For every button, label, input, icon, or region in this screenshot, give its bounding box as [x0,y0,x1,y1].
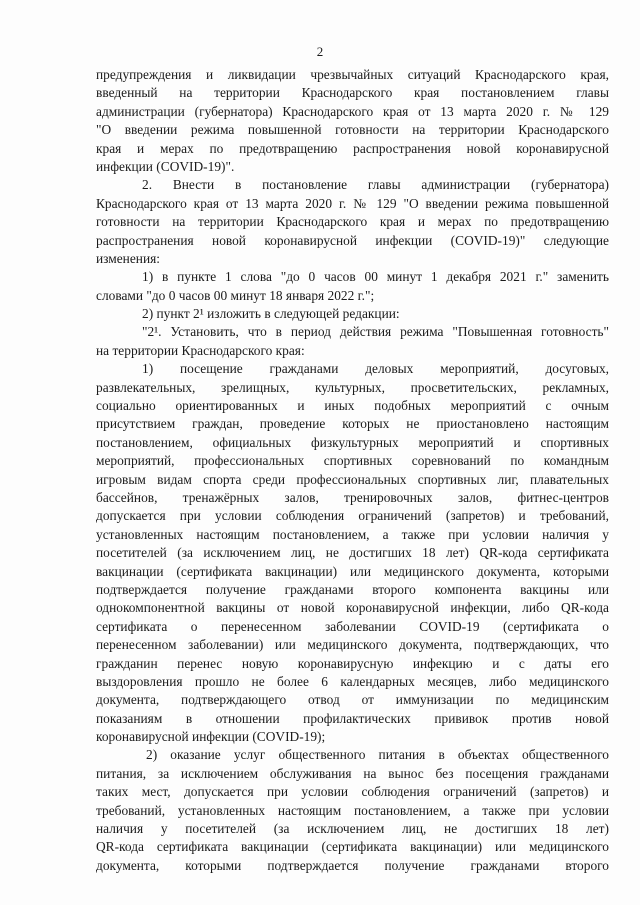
text-line: 2. Внести в постановление главы администрации (губернатора) [142,177,609,193]
text-line: словами "до 0 часов 00 минут 18 января 2022 г."; [96,287,375,303]
text-line: присутствием граждан, проведение которых не приостановлено настоящим [96,416,609,432]
text-line: показаниям в отношении профилактических прививок против новой [96,710,609,726]
text-line: готовности на территории Краснодарского края и мерах по предотвращению [96,214,609,230]
text-line: игровым видам спорта среди профессиональных спортивных лиг, плавательных [96,471,609,487]
text-line: предупреждения и ликвидации чрезвычайных ситуаций Краснодарского края, [96,67,609,82]
text-line: 2) оказание услуг общественного питания в объектах общественного [146,747,609,763]
text-line: Краснодарского края от 13 марта 2020 г. № 129 "О введении режима повышенной [96,195,609,211]
text-line: перенесенном заболевании) или медицинского документа, подтверждающих, что [96,637,609,653]
page-number: 2 [316,44,324,59]
text-line: наличия у посетителей (за исключением лиц, не достигших 18 лет) [96,821,609,837]
text-line: бассейнов, тренажёрных залов, тренировочных залов, фитнес-центров [96,489,609,505]
text-line: "2¹. Установить, что в период действия режима "Повышенная готовность" [142,324,609,340]
text-line: допускается при условии соблюдения ограничений (запретов) и требований, [96,508,609,524]
text-line: сертификата о перенесенном заболевании COVID-19 (сертификата о [96,618,609,634]
text-line: 1) посещение гражданами деловых мероприятий, досуговых, [142,361,609,377]
text-line: распространения новой коронавирусной инфекции (COVID-19)" следующие [96,232,609,248]
text-line: администрации (губернатора) Краснодарского края от 13 марта 2020 г. № 129 [96,103,609,119]
text-line: гражданин перенес новую коронавирусную инфекцию и с даты его [96,655,609,671]
text-line: выздоровления прошло не более 6 календарных месяцев, либо медицинского [96,673,609,689]
text-line: "О введении режима повышенной готовности на территории Краснодарского [96,122,609,138]
text-line: питания, за исключением обслуживания на вынос без посещения гражданами [96,765,609,781]
text-line: установленных настоящим постановлением, а также при условии наличия у [96,526,609,542]
text-line: QR-кода сертификата вакцинации (сертификата вакцинации) или медицинского [96,839,609,855]
text-line: 2) пункт 2¹ изложить в следующей редакции: [142,306,400,322]
text-line: социально ориентированных и иных подобных мероприятий с очным [96,398,609,414]
text-line: таких мест, допускается при условии соблюдения ограничений (запретов) и [96,784,609,800]
document-body [96,66,609,875]
text-line: на территории Краснодарского края: [96,342,305,358]
text-line: документа, подтверждающего отвод от иммунизации по медицинским [96,692,609,708]
text-line: 1) в пункте 1 слова "до 0 часов 00 минут 1 декабря 2021 г." заменить [142,269,609,285]
text-line: развлекательных, зрелищных, культурных, просветительских, рекламных, [96,379,609,395]
text-line: инфекции (COVID-19)". [96,158,235,174]
text-line: постановлением, официальных физкультурных мероприятий и спортивных [96,434,609,450]
text-line: подтверждается получение гражданами второго компонента вакцины или [96,581,609,597]
text-line: документа, которыми подтверждается получение гражданами второго [96,857,609,873]
text-line: однокомпонентной вакцины от новой коронавирусной инфекции, либо QR-кода [96,600,609,616]
text-line: коронавирусной инфекции (COVID-19); [96,729,326,745]
text-line: введенный на территории Краснодарского края постановлением главы [96,85,609,101]
text-line: края и мерах по предотвращению распространения новой коронавирусной [96,140,609,156]
text-line: посетителей (за исключением лиц, не достигших 18 лет) QR-кода сертификата [96,545,609,561]
text-line: изменения: [96,250,161,266]
text-line: требований, установленных настоящим постановлением, а также при условии [96,802,609,818]
text-line: вакцинации (сертификата вакцинации) или медицинского документа, которыми [96,563,609,579]
text-line: мероприятий, профессиональных спортивных соревнований по командным [96,453,609,469]
